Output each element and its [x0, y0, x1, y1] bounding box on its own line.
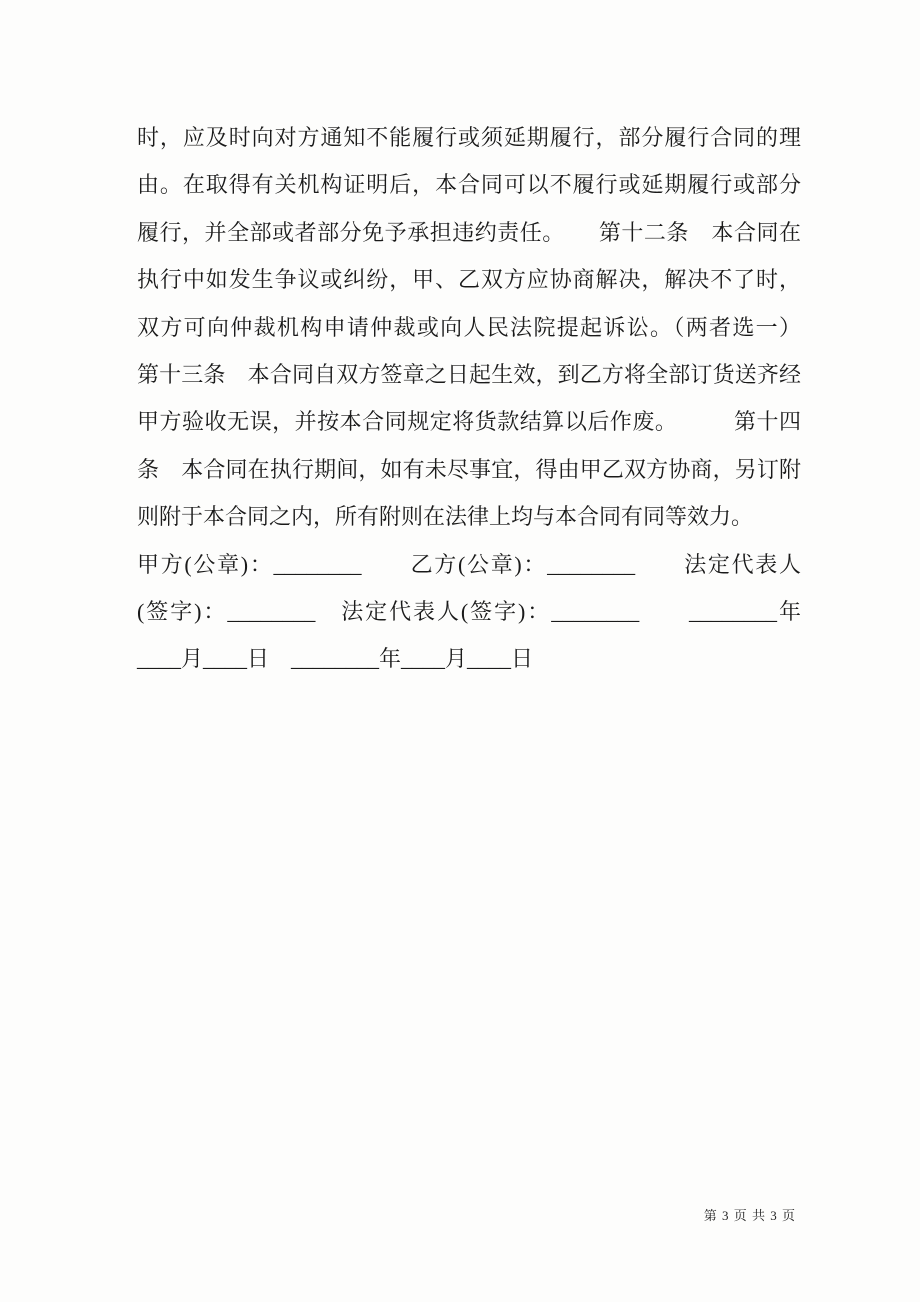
- page-number-label: 第 3 页 共 3 页: [703, 1208, 796, 1223]
- contract-line: 甲方(公章)：________ 乙方(公章)：________ 法定代表人: [137, 551, 801, 577]
- contract-line: 履行，并全部或者部分免予承担违约责任。 第十二条 本合同在: [137, 219, 801, 245]
- contract-line: 条 本合同在执行期间，如有未尽事宜，得由甲乙双方协商，另订附: [137, 456, 801, 482]
- contract-line: 时，应及时向对方通知不能履行或须延期履行，部分履行合同的理: [137, 125, 801, 150]
- page-footer: [704, 1205, 796, 1224]
- contract-line: 第十三条 本合同自双方签章之日起生效，到乙方将全部订货送齐经: [137, 362, 801, 388]
- contract-line: ____月____日 ________年____月____日: [137, 646, 534, 672]
- contract-line: 甲方验收无误，并按本合同规定将货款结算以后作废。 第十四: [137, 409, 801, 435]
- contract-line: 双方可向仲裁机构申请仲裁或向人民法院提起诉讼。（两者选一）: [137, 314, 801, 340]
- contract-line: 则附于本合同之内，所有附则在法律上均与本合同有同等效力。: [137, 504, 754, 530]
- contract-line: (签字)：________ 法定代表人(签字)：________ ________年: [137, 599, 801, 625]
- contract-line: 由。在取得有关机构证明后，本合同可以不履行或延期履行或部分: [137, 172, 801, 198]
- contract-body: [137, 114, 801, 683]
- contract-line: 执行中如发生争议或纠纷，甲、乙双方应协商解决，解决不了时，: [137, 267, 801, 293]
